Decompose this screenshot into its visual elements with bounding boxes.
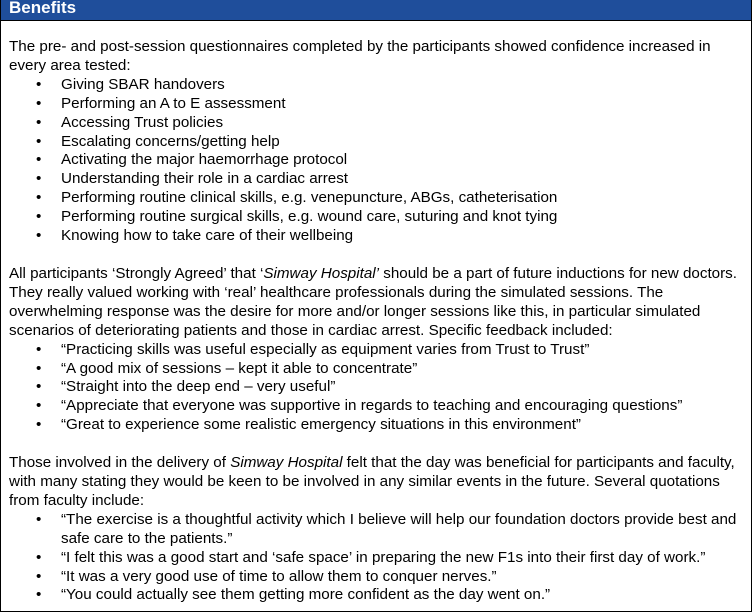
bullet-icon: • — [36, 340, 42, 358]
list-item: • “Appreciate that everyone was supportive in regards to teaching and encouraging questions” — [36, 397, 683, 415]
list-item: • Performing an A to E assessment — [36, 94, 286, 112]
bullet-icon: • — [36, 510, 42, 528]
bullet-icon: • — [36, 548, 42, 566]
bullet-icon: • — [36, 132, 42, 150]
bullet-icon: • — [36, 586, 42, 604]
bullet-icon: • — [36, 151, 42, 169]
list-item: • Understanding their role in a cardiac arrest — [36, 170, 349, 188]
list-item: • Performing routine clinical skills, e.g. venepuncture, ABGs, catheterisation — [36, 189, 558, 207]
paragraph-spacer — [9, 246, 743, 265]
feedback-quotes-list — [9, 341, 743, 436]
list-item: • “You could actually see them getting more confident as the day went on.” — [36, 586, 551, 604]
faculty-quotes-list — [9, 511, 743, 606]
paragraph-spacer — [9, 435, 743, 454]
section-header-bar — [1, 0, 751, 21]
list-item: • Activating the major haemorrhage protocol — [36, 151, 348, 169]
paragraph-faculty-feedback: Those involved in the delivery of Simway Hospital felt that the day was beneficial for participants and faculty, with many stating they would be keen to be involved in any similar events in the future. Several quotations from faculty include: — [9, 454, 735, 509]
paragraph-participant-feedback: All participants ‘Strongly Agreed’ that ‘Simway Hospital’ should be a part of future inductions for new doctors. They really valued working with ‘real’ healthcare professionals during the simulated sessions. The overwhelming response was the desire for more and/or longer sessions like this, in particular simulated scenarios of deteriorating patients and those in cardiac arrest. Specific feedback included: — [9, 264, 737, 339]
list-item: • “Straight into the deep end – very useful” — [36, 378, 336, 396]
bullet-icon: • — [36, 227, 42, 245]
bullet-icon: • — [36, 378, 42, 396]
bullet-icon: • — [36, 567, 42, 585]
bullet-icon: • — [36, 75, 42, 93]
list-item: • Performing routine surgical skills, e.g. wound care, suturing and knot tying — [36, 208, 558, 226]
bullet-icon: • — [36, 170, 42, 188]
list-item: • “The exercise is a thoughtful activity which I believe will help our foundation doctors provide best and safe care to the patients.” — [36, 510, 737, 547]
confidence-areas-list — [9, 76, 743, 246]
bullet-icon: • — [36, 113, 42, 131]
bullet-icon: • — [36, 94, 42, 112]
section-title: Benefits — [9, 0, 77, 17]
paragraph-questionnaires: The pre- and post-session questionnaires completed by the participants showed confidence increased in every area tested: — [9, 38, 711, 74]
bullet-icon: • — [36, 397, 42, 415]
list-item: • “A good mix of sessions – kept it able to concentrate” — [36, 359, 418, 377]
list-item: • “It was a very good use of time to allow them to conquer nerves.” — [36, 567, 497, 585]
list-item: • Giving SBAR handovers — [36, 75, 225, 93]
list-item: • “Practicing skills was useful especially as equipment varies from Trust to Trust” — [36, 340, 590, 358]
list-item: • Knowing how to take care of their wellbeing — [36, 227, 354, 245]
bullet-icon: • — [36, 359, 42, 377]
bullet-icon: • — [36, 189, 42, 207]
bullet-icon: • — [36, 416, 42, 434]
list-item: • “Great to experience some realistic emergency situations in this environment” — [36, 416, 581, 434]
bullet-icon: • — [36, 208, 42, 226]
list-item: • Escalating concerns/getting help — [36, 132, 280, 150]
section-body — [1, 21, 751, 605]
list-item: • “I felt this was a good start and ‘safe space’ in preparing the new F1s into their first day of work.” — [36, 548, 706, 566]
list-item: • Accessing Trust policies — [36, 113, 224, 131]
